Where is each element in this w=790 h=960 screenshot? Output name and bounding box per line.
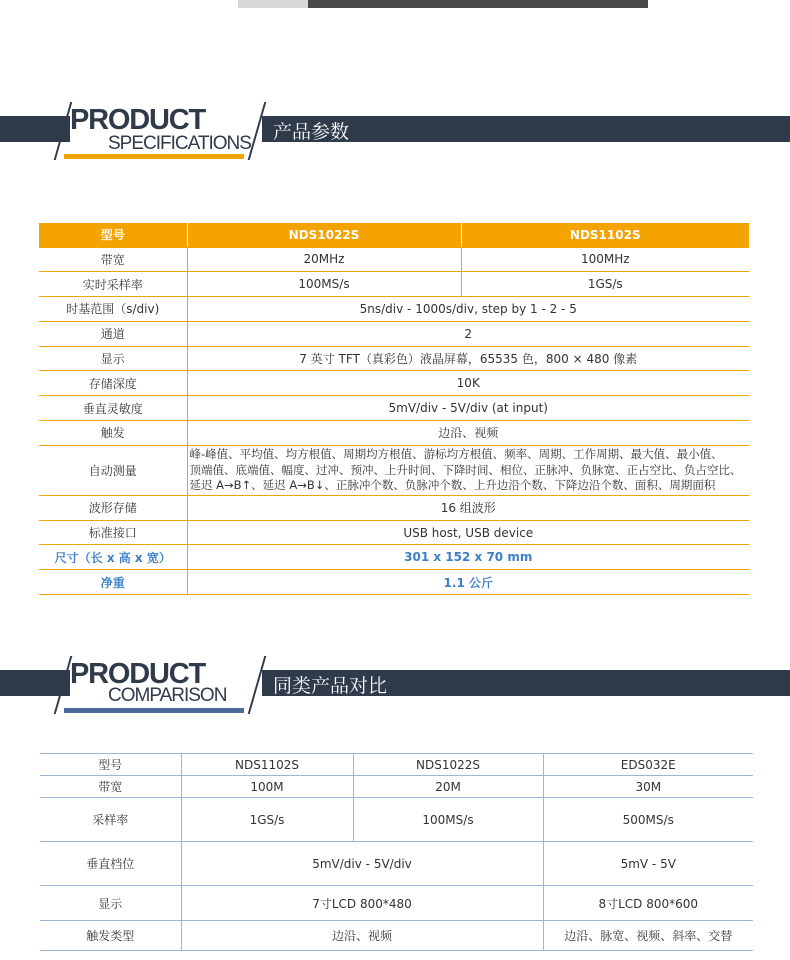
- row-label: 垂直档位: [40, 842, 181, 886]
- cell-value: EDS032E: [543, 754, 753, 776]
- row-label: 带宽: [40, 776, 181, 798]
- row-label: 波形存储: [39, 495, 187, 520]
- table-row: [39, 520, 749, 545]
- header-model-a: NDS1022S: [187, 223, 461, 247]
- title-underline: [64, 154, 244, 159]
- cell-value: 16 组波形: [187, 495, 749, 520]
- cell-value: 7寸LCD 800*480: [181, 886, 543, 921]
- table-row: [39, 371, 749, 396]
- spec-table: [39, 223, 749, 595]
- cell-value: 5ns/div - 1000s/div, step by 1 - 2 - 5: [187, 297, 749, 322]
- row-label: 触发: [39, 421, 187, 446]
- table-header-row: [39, 223, 749, 247]
- table-row: [40, 754, 753, 776]
- row-label: 存储深度: [39, 371, 187, 396]
- cell-value: 30M: [543, 776, 753, 798]
- row-label: 时基范围（s/div): [39, 297, 187, 322]
- comparison-table: [40, 753, 753, 951]
- cell-value: NDS1102S: [181, 754, 353, 776]
- measure-line: 顶端值、底端值、幅度、过冲、预冲、上升时间、下降时间、相位、正脉冲、负脉宽、正占空比、负占空比、: [189, 462, 742, 477]
- cell-value: 1.1 公斤: [187, 570, 749, 595]
- table-row: [39, 247, 749, 272]
- cell-value: NDS1022S: [353, 754, 543, 776]
- row-label: 型号: [40, 754, 181, 776]
- row-label: 通道: [39, 321, 187, 346]
- table-row: [39, 445, 749, 495]
- cell-value: 1GS/s: [461, 272, 749, 297]
- cell-value: 边沿、脉宽、视频、斜率、交替: [543, 921, 753, 951]
- header-label: 型号: [39, 223, 187, 247]
- cell-value: 10K: [187, 371, 749, 396]
- section-title-en: PRODUCT: [70, 658, 205, 690]
- cell-value: 301 x 152 x 70 mm: [187, 545, 749, 570]
- table-row: [39, 495, 749, 520]
- row-label: 净重: [39, 570, 187, 595]
- cell-value: 20M: [353, 776, 543, 798]
- table-row: [40, 886, 753, 921]
- cell-value-multiline: [187, 445, 749, 495]
- row-label: 尺寸（长 x 高 x 宽）: [39, 545, 187, 570]
- row-label: 采样率: [40, 798, 181, 842]
- cell-value: 5mV/div - 5V/div: [181, 842, 543, 886]
- section-subtitle-en: SPECIFICATIONS: [108, 133, 251, 154]
- table-row: [39, 396, 749, 421]
- header-model-b: NDS1102S: [461, 223, 749, 247]
- row-label: 垂直灵敏度: [39, 396, 187, 421]
- cell-value: 500MS/s: [543, 798, 753, 842]
- table-row: [40, 842, 753, 886]
- row-label: 标准接口: [39, 520, 187, 545]
- cell-value: 1GS/s: [181, 798, 353, 842]
- cell-value: 边沿、视频: [181, 921, 543, 951]
- cell-value: 100MS/s: [353, 798, 543, 842]
- cell-value: USB host, USB device: [187, 520, 749, 545]
- section-subtitle-en: COMPARISON: [108, 685, 227, 706]
- cell-value: 7 英寸 TFT（真彩色）液晶屏幕，65535 色，800 × 480 像素: [187, 346, 749, 371]
- row-label: 触发类型: [40, 921, 181, 951]
- table-row: [39, 570, 749, 595]
- row-label: 实时采样率: [39, 272, 187, 297]
- table-row: [39, 321, 749, 346]
- row-label: 自动测量: [39, 445, 187, 495]
- table-row: [40, 921, 753, 951]
- row-label: 显示: [40, 886, 181, 921]
- row-label: 显示: [39, 346, 187, 371]
- table-row: [39, 272, 749, 297]
- section-title-zh: 产品参数: [273, 121, 350, 143]
- table-row: [39, 346, 749, 371]
- cell-value: 100MHz: [461, 247, 749, 272]
- cell-value: 2: [187, 321, 749, 346]
- cell-value: 5mV/div - 5V/div (at input): [187, 396, 749, 421]
- specifications-banner: [0, 100, 790, 190]
- section-title-zh: 同类产品对比: [273, 675, 388, 697]
- table-row: [39, 297, 749, 322]
- cell-value: 边沿、视频: [187, 421, 749, 446]
- product-photo-edge: [238, 0, 648, 8]
- table-row: [39, 545, 749, 570]
- title-underline: [64, 708, 244, 713]
- cell-value: 100MS/s: [187, 272, 461, 297]
- cell-value: 100M: [181, 776, 353, 798]
- section-title-en: PRODUCT: [70, 104, 205, 136]
- table-row: [39, 421, 749, 446]
- cell-value: 20MHz: [187, 247, 461, 272]
- table-row: [40, 798, 753, 842]
- cell-value: 8寸LCD 800*600: [543, 886, 753, 921]
- table-row: [40, 776, 753, 798]
- row-label: 带宽: [39, 247, 187, 272]
- measure-line: 延迟 A→B↑、延迟 A→B↓、正脉冲个数、负脉冲个数、上升边沿个数、下降边沿个数、面积、周期面积: [189, 478, 716, 493]
- cell-value: 5mV - 5V: [543, 842, 753, 886]
- measure-line: 峰-峰值、平均值、均方根值、周期均方根值、游标均方根值、频率、周期、工作周期、最大值、最小值、: [189, 447, 723, 462]
- comparison-banner: [0, 654, 790, 744]
